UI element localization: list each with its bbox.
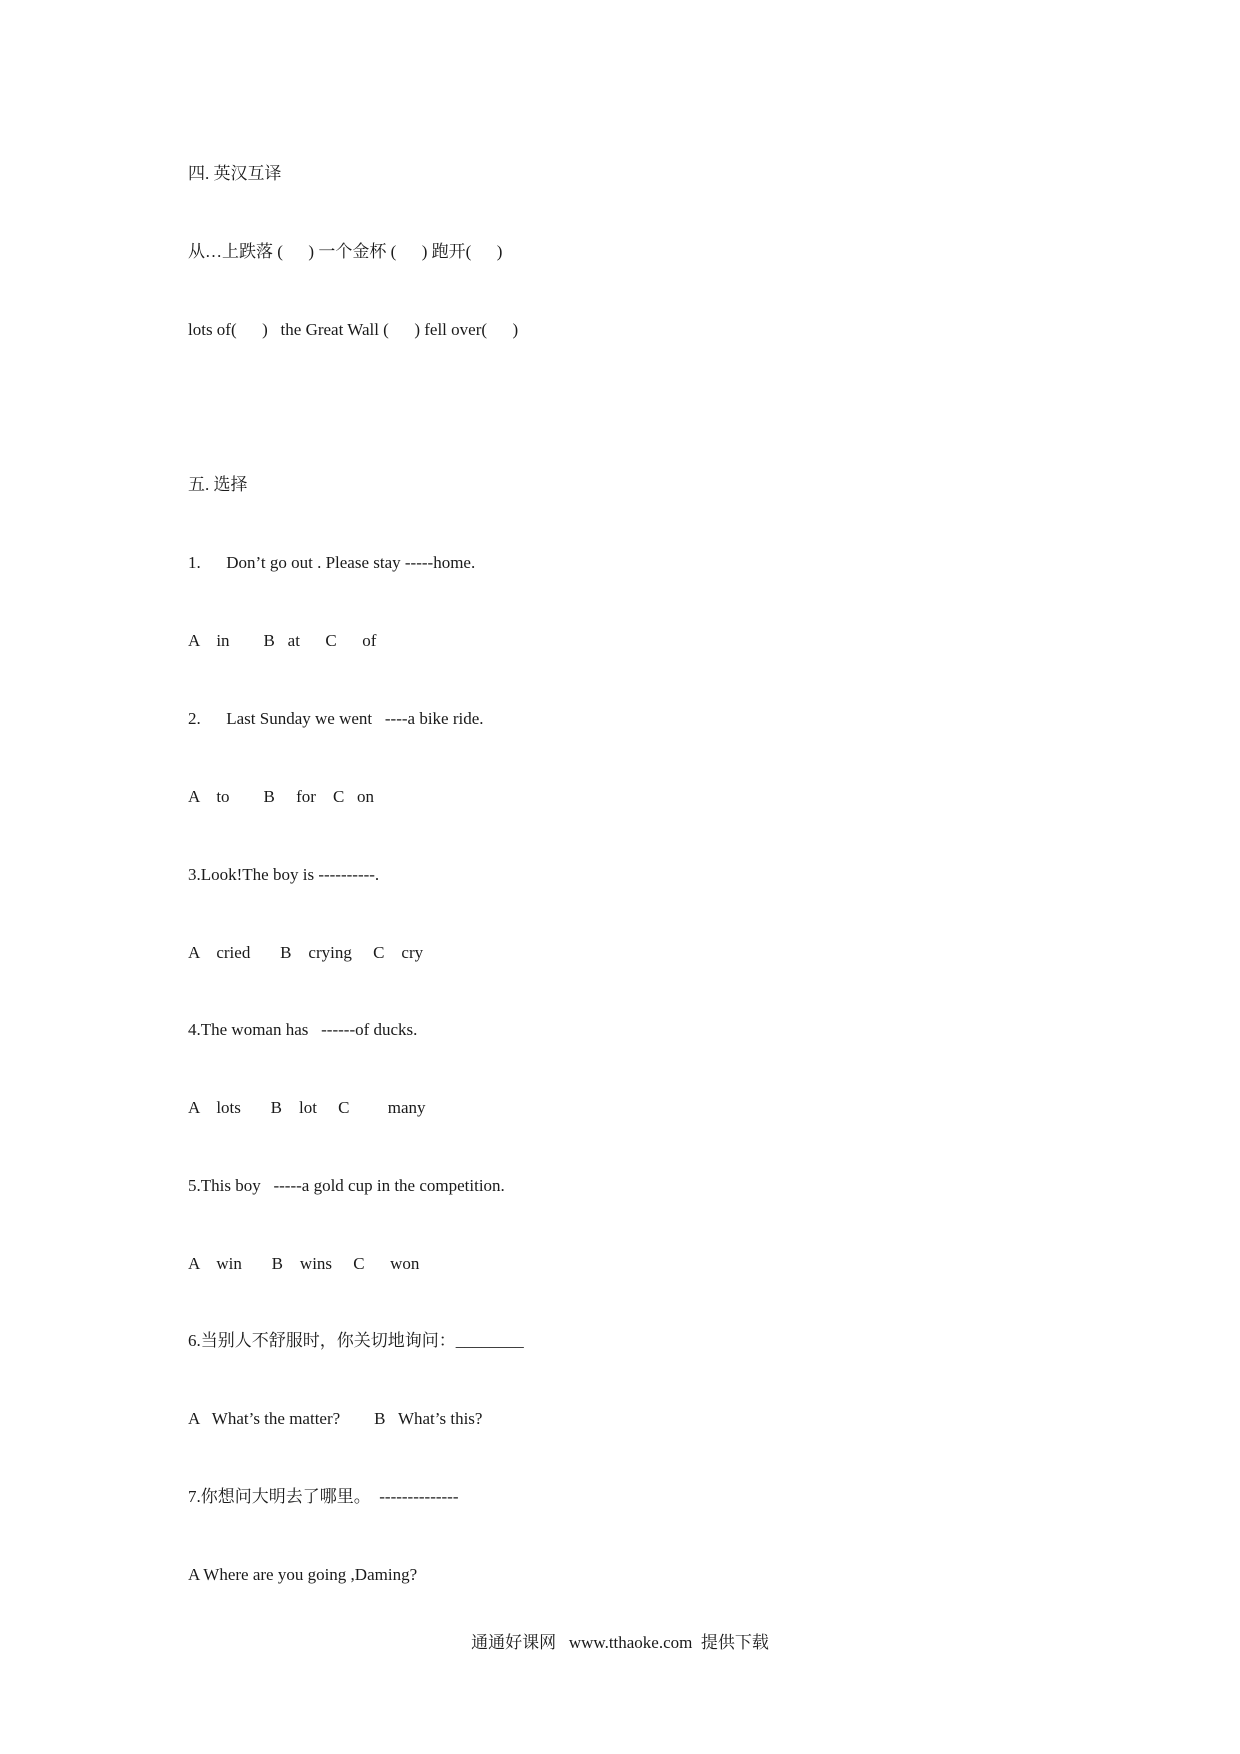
translation-line-english: lots of( ) the Great Wall ( ) fell over( ) — [188, 320, 519, 339]
question-2: 2. Last Sunday we went ----a bike ride. — [188, 709, 484, 728]
question-3-options: A cried B crying C cry — [188, 943, 424, 962]
question-1-options: A in B at C of — [188, 631, 377, 650]
question-6-options: A What’s the matter? B What’s this? — [188, 1409, 483, 1428]
question-5-options: A win B wins C won — [188, 1254, 420, 1273]
question-1: 1. Don’t go out . Please stay -----home. — [188, 553, 476, 572]
question-6: 6.当别人不舒服时，你关切地询问：________ — [188, 1331, 524, 1350]
question-4: 4.The woman has ------of ducks. — [188, 1020, 418, 1039]
page-footer: 通通好课网 www.tthaoke.com 提供下载 — [471, 1633, 769, 1652]
question-5: 5.This boy -----a gold cup in the competition. — [188, 1176, 505, 1195]
question-4-options: A lots B lot C many — [188, 1098, 426, 1117]
section-4-heading: 四. 英汉互译 — [188, 164, 282, 183]
section-5-heading: 五. 选择 — [188, 475, 248, 494]
question-7: 7.你想问大明去了哪里。 -------------- — [188, 1487, 459, 1506]
question-3: 3.Look!The boy is ----------. — [188, 865, 380, 884]
question-7-option-a: A Where are you going ,Daming? — [188, 1565, 418, 1584]
translation-line-chinese: 从…上跌落 ( ) 一个金杯 ( ) 跑开( ) — [188, 242, 503, 261]
question-2-options: A to B for C on — [188, 787, 375, 806]
